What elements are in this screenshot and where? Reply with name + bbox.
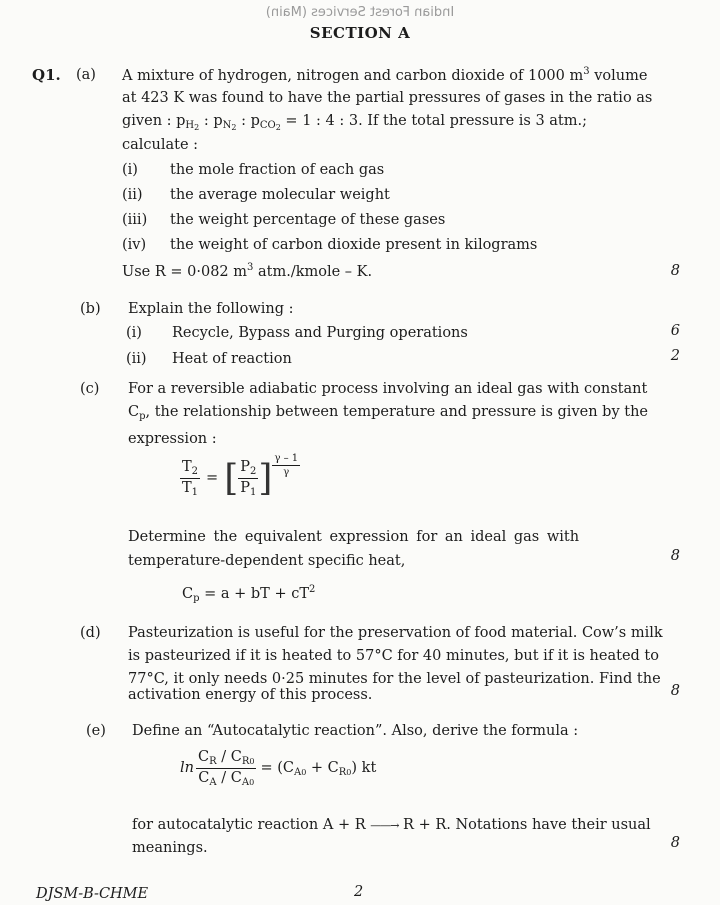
part-b-item-i-num: (i)	[126, 325, 142, 341]
part-a-line1: A mixture of hydrogen, nitrogen and carbon dioxide of 1000 $m^3$ volume	[122, 66, 648, 84]
part-c-line2: $C_p$, the relationship between temperature and pressure is given by the	[128, 404, 648, 422]
part-e-line2: for autocatalytic reaction A + R ——→ R + R. Notations have their usual	[132, 817, 651, 833]
page-number: 2	[354, 884, 364, 900]
part-b-item-i-text: Recycle, Bypass and Purging operations	[172, 325, 468, 341]
adiabatic-equation: $\frac{T_2}{T_1}$ = [ $\frac{P_2}{P_1}$ ] $\frac{\gamma - 1}{\gamma}$	[182, 453, 299, 499]
part-c-line4: Determine the equivalent expression for an ideal gas with	[128, 529, 580, 545]
part-d-label: (d)	[80, 625, 101, 641]
part-e-label: (e)	[86, 723, 106, 739]
exam-code: DJSM-B-CHME	[36, 886, 149, 902]
part-e-marks: 8	[670, 835, 680, 851]
part-c-line3: expression :	[128, 431, 217, 447]
part-a-item-ii-num: (ii)	[122, 187, 143, 203]
part-a-line2: at 423 K was found to have the partial pressures of gases in the ratio as	[122, 90, 653, 106]
part-a-item-iv-text: the weight of carbon dioxide present in kilograms	[170, 237, 538, 253]
bleed-through-text: Indian Forest Services (Main)	[265, 5, 455, 20]
part-a-item-iv-num: (iv)	[122, 237, 147, 253]
part-b-item-ii-num: (ii)	[126, 351, 147, 367]
part-a-marks: 8	[670, 263, 680, 279]
part-a-line4: calculate :	[122, 137, 199, 153]
part-c-line5: temperature-dependent specific heat,	[128, 553, 406, 569]
part-c-label: (c)	[80, 381, 100, 397]
part-a-item-i-text: the mole fraction of each gas	[170, 162, 385, 178]
part-a-use-r: Use R = 0·082 $m^3$ atm./kmole – K.	[122, 262, 373, 280]
pressure-ratio: $\frac{P_2}{P_1}$	[240, 459, 257, 498]
part-a-item-iii-num: (iii)	[122, 212, 148, 228]
part-c-line1: For a reversible adiabatic process involving an ideal gas with constant	[128, 381, 648, 397]
part-b-label: (b)	[80, 301, 101, 317]
question-number: Q1.	[32, 66, 61, 84]
part-a-item-i-num: (i)	[122, 162, 138, 178]
part-a-item-ii-text: the average molecular weight	[170, 187, 390, 203]
part-d-line2: is pasteurized if it is heated to 57°C for 40 minutes, but if it is heated to	[128, 648, 659, 664]
part-a-label: (a)	[76, 67, 96, 83]
part-c-marks: 8	[670, 548, 680, 564]
part-e-line1: Define an “Autocatalytic reaction”. Also, derive the formula :	[132, 723, 579, 739]
left-bracket: [	[224, 457, 239, 499]
part-b-item-i-marks: 6	[670, 323, 680, 339]
part-b-item-ii-marks: 2	[670, 348, 680, 364]
concentration-ratio: $\frac{C_R / C_{R0}}{C_A / C_{A0}}$	[197, 749, 255, 788]
part-b-item-ii-text: Heat of reaction	[172, 351, 292, 367]
temperature-ratio: $\frac{T_2}{T_1}$	[182, 459, 199, 498]
right-bracket: ]	[258, 457, 273, 499]
reaction-arrow: ——→	[370, 819, 399, 832]
part-a-item-iii-text: the weight percentage of these gases	[170, 212, 446, 228]
section-title: SECTION A	[309, 24, 411, 42]
part-d-line3: 77°C, it only needs 0·25 minutes for the level of pasteurization. Find the	[128, 671, 661, 687]
exponent: $\frac{\gamma - 1}{\gamma}$	[274, 453, 299, 478]
part-e-line3: meanings.	[132, 840, 208, 856]
part-a-line3: given : $p_{H_2}$ : $p_{N_2}$ : $p_{CO_2} = 1$ : 4 : 3. If the total pressure is 3 atm.;	[122, 113, 588, 132]
part-b-intro: Explain the following :	[128, 301, 294, 317]
part-d-line4: activation energy of this process.	[128, 687, 373, 703]
part-d-marks: 8	[670, 683, 680, 699]
part-d-line1: Pasteurization is useful for the preservation of food material. Cow’s milk	[128, 625, 663, 641]
autocatalytic-equation: ln $\frac{C_R / C_{R0}}{C_A / C_{A0}}$ = $(C_{A0} + C_{R0})$ kt	[180, 749, 377, 788]
cp-equation: $C_p = a$ + bT + $cT^2$	[182, 584, 316, 604]
